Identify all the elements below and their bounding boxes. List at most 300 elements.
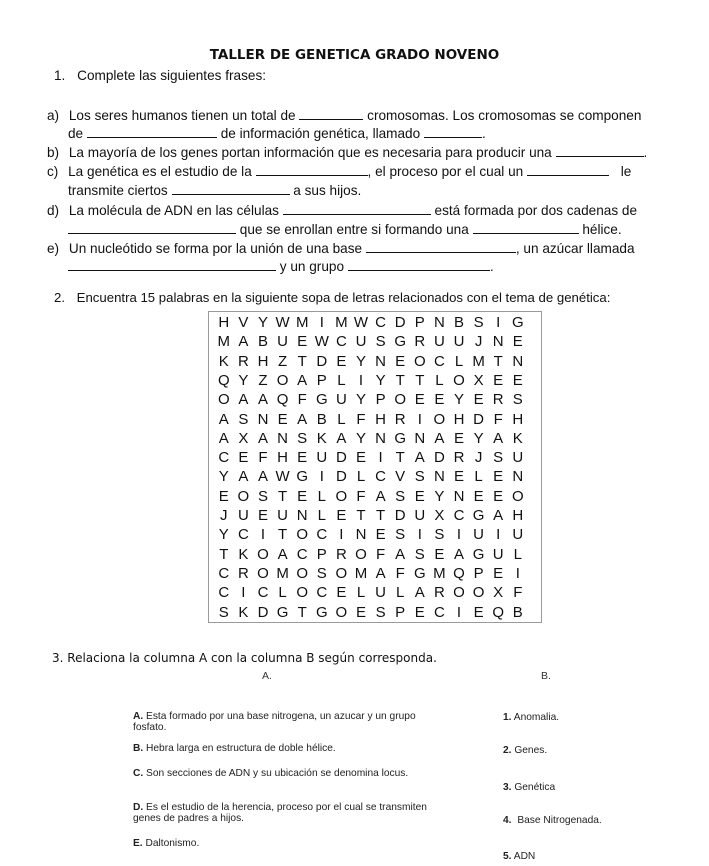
grid-letter[interactable]: H xyxy=(375,410,387,428)
blank-information-units[interactable] xyxy=(87,125,217,138)
grid-letter[interactable]: B xyxy=(512,603,523,621)
question-2 xyxy=(54,290,610,305)
grid-letter[interactable]: A xyxy=(414,584,425,602)
grid-letter[interactable]: C xyxy=(433,352,445,370)
grid-letter[interactable]: N xyxy=(414,429,426,447)
grid-letter[interactable]: Q xyxy=(217,371,230,389)
grid-letter[interactable]: T xyxy=(395,449,405,467)
grid-letter[interactable]: L xyxy=(317,507,326,524)
grid-letter[interactable]: J xyxy=(474,333,483,351)
grid-row xyxy=(209,372,543,391)
grid-letter[interactable]: U xyxy=(355,333,367,351)
grid-letter[interactable]: E xyxy=(355,449,366,467)
grid-letter[interactable]: I xyxy=(241,584,246,602)
grid-letter[interactable]: G xyxy=(296,468,309,486)
grid-letter[interactable]: N xyxy=(375,352,387,370)
grid-letter[interactable]: L xyxy=(337,410,346,428)
grid-letter[interactable]: D xyxy=(433,449,445,467)
grid-letter[interactable]: C xyxy=(433,603,445,621)
grid-letter[interactable]: A xyxy=(395,545,406,563)
blank-chromosome-total[interactable] xyxy=(299,107,363,120)
grid-letter[interactable]: T xyxy=(297,352,307,370)
grid-letter[interactable]: K xyxy=(238,603,249,621)
grid-letter[interactable]: F xyxy=(513,584,523,602)
grid-letter[interactable]: C xyxy=(316,526,328,544)
grid-letter[interactable]: Y xyxy=(238,371,249,389)
grid-letter[interactable]: O xyxy=(296,564,309,582)
grid-letter[interactable]: L xyxy=(278,584,287,602)
grid-letter[interactable]: R xyxy=(453,449,465,467)
grid-letter[interactable]: C xyxy=(218,564,230,582)
question-1-number: 1. xyxy=(54,68,66,83)
grid-letter[interactable]: R xyxy=(335,545,347,563)
page-title: TALLER DE GENETICA GRADO NOVENO xyxy=(209,47,500,63)
grid-letter[interactable]: R xyxy=(237,352,249,370)
grid-letter[interactable]: F xyxy=(258,449,268,467)
grid-letter[interactable]: V xyxy=(395,468,406,486)
grid-letter[interactable]: N xyxy=(355,526,367,544)
item-a-line-2 xyxy=(68,125,486,141)
grid-letter[interactable]: C xyxy=(218,449,230,467)
item-b-letter: b) xyxy=(47,145,60,160)
grid-letter[interactable]: N xyxy=(296,507,308,524)
grid-letter[interactable]: T xyxy=(376,507,386,524)
grid-letter[interactable]: O xyxy=(257,564,269,582)
grid-letter[interactable]: H xyxy=(453,410,465,428)
grid-letter[interactable]: T xyxy=(395,371,405,389)
grid-letter[interactable]: A xyxy=(375,564,386,582)
grid-letter[interactable]: A xyxy=(297,371,308,389)
grid-letter[interactable]: U xyxy=(512,449,524,467)
grid-letter[interactable]: A xyxy=(277,545,288,563)
grid-letter[interactable]: G xyxy=(472,507,485,524)
grid-letter[interactable]: W xyxy=(314,333,329,351)
grid-row xyxy=(209,507,543,526)
grid-letter[interactable]: I xyxy=(456,603,462,621)
grid-letter[interactable]: S xyxy=(473,314,484,331)
grid-letter[interactable]: E xyxy=(414,487,425,505)
grid-letter[interactable]: R xyxy=(433,584,445,602)
column-b-item: 5. ADN xyxy=(503,851,536,862)
grid-letter[interactable]: A xyxy=(493,507,504,524)
grid-letter[interactable]: A xyxy=(257,468,268,486)
grid-letter[interactable]: E xyxy=(238,449,249,467)
grid-letter[interactable]: Q xyxy=(453,564,465,582)
grid-letter[interactable]: E xyxy=(453,468,464,486)
grid-letter[interactable]: E xyxy=(336,507,347,524)
grid-letter[interactable]: N xyxy=(512,352,524,370)
grid-letter[interactable]: G xyxy=(472,545,485,563)
blank-in-cells[interactable] xyxy=(283,202,431,215)
grid-letter[interactable]: K xyxy=(218,352,229,370)
grid-letter[interactable]: I xyxy=(319,468,324,486)
grid-letter[interactable]: S xyxy=(414,545,425,563)
grid-letter[interactable]: E xyxy=(257,507,268,524)
grid-letter[interactable]: E xyxy=(493,487,504,505)
grid-letter[interactable]: R xyxy=(492,391,504,409)
grid-letter[interactable]: S xyxy=(316,564,327,582)
grid-letter[interactable]: Y xyxy=(218,468,229,486)
grid-letter[interactable]: X xyxy=(473,371,484,389)
grid-letter[interactable]: C xyxy=(335,333,347,351)
blank-study-of[interactable] xyxy=(256,163,368,176)
item-e-line-1 xyxy=(47,240,635,256)
grid-letter[interactable]: H xyxy=(512,410,524,428)
grid-letter[interactable]: U xyxy=(512,526,524,544)
grid-letter[interactable]: Y xyxy=(375,371,386,389)
grid-letter[interactable]: O xyxy=(433,410,446,428)
grid-letter[interactable]: A xyxy=(218,410,229,428)
grid-letter[interactable]: U xyxy=(453,333,465,351)
grid-letter[interactable]: T xyxy=(297,603,307,621)
grid-letter[interactable]: P xyxy=(473,564,484,582)
grid-letter[interactable]: A xyxy=(297,410,308,428)
grid-letter[interactable]: D xyxy=(316,352,328,370)
grid-letter[interactable]: Q xyxy=(492,603,505,621)
column-a-item: C. Son secciones de ADN y su ubicación se denomina locus. xyxy=(133,768,409,779)
grid-letter[interactable]: W xyxy=(275,314,290,331)
grid-letter[interactable]: G xyxy=(413,564,426,582)
grid-letter[interactable]: R xyxy=(237,564,249,582)
grid-letter[interactable]: U xyxy=(492,545,504,563)
grid-letter[interactable]: U xyxy=(316,449,328,467)
grid-letter[interactable]: O xyxy=(511,487,524,505)
grid-letter[interactable]: A xyxy=(414,449,425,467)
grid-letter[interactable]: T xyxy=(219,545,229,563)
grid-letter[interactable]: C xyxy=(375,314,387,331)
grid-letter[interactable]: L xyxy=(356,584,366,602)
grid-letter[interactable]: K xyxy=(512,429,523,447)
item-c-text-3: le xyxy=(620,164,632,179)
grid-letter[interactable]: J xyxy=(220,507,228,524)
grid-letter[interactable]: S xyxy=(375,603,386,621)
grid-letter[interactable]: O xyxy=(394,391,407,409)
item-b-text-2: . xyxy=(643,145,648,160)
grid-letter[interactable]: Y xyxy=(218,526,229,544)
grid-letter[interactable]: X xyxy=(493,584,504,602)
grid-letter[interactable]: F xyxy=(395,564,405,582)
question-1 xyxy=(54,68,266,83)
grid-letter[interactable]: O xyxy=(257,545,269,563)
grid-letter[interactable]: O xyxy=(472,584,485,602)
grid-letter[interactable]: S xyxy=(414,468,425,486)
grid-letter[interactable]: O xyxy=(453,584,465,602)
grid-letter[interactable]: Y xyxy=(473,429,484,447)
grid-letter[interactable]: A xyxy=(238,391,249,409)
grid-letter[interactable]: O xyxy=(276,371,289,389)
grid-letter[interactable]: P xyxy=(375,391,386,409)
grid-letter[interactable]: A xyxy=(375,487,386,505)
grid-letter[interactable]: B xyxy=(453,314,464,331)
grid-letter[interactable]: S xyxy=(395,487,406,505)
grid-letter[interactable]: H xyxy=(257,352,269,370)
grid-letter[interactable]: L xyxy=(435,371,444,389)
grid-letter[interactable]: Z xyxy=(278,352,288,370)
grid-letter[interactable]: S xyxy=(257,487,268,505)
grid-letter[interactable]: X xyxy=(238,429,249,447)
grid-letter[interactable]: C xyxy=(316,584,328,602)
grid-letter[interactable]: Y xyxy=(355,391,366,409)
item-a-line-1 xyxy=(47,107,641,123)
grid-letter[interactable]: T xyxy=(415,371,425,389)
grid-letter[interactable]: S xyxy=(297,429,308,447)
grid-letter[interactable]: D xyxy=(394,314,406,331)
grid-letter[interactable]: E xyxy=(414,603,425,621)
item-c-line-2 xyxy=(68,182,361,198)
grid-letter[interactable]: N xyxy=(257,410,269,428)
grid-letter[interactable]: L xyxy=(513,545,522,563)
grid-letter[interactable]: Y xyxy=(257,314,268,331)
grid-row xyxy=(209,488,543,507)
grid-letter[interactable]: P xyxy=(316,371,327,389)
grid-letter[interactable]: U xyxy=(433,333,445,351)
grid-letter[interactable]: C xyxy=(257,584,269,602)
grid-letter[interactable]: M xyxy=(354,564,368,582)
grid-letter[interactable]: E xyxy=(493,468,504,486)
grid-letter[interactable]: I xyxy=(515,564,520,582)
grid-letter[interactable]: D xyxy=(473,410,485,428)
grid-letter[interactable]: T xyxy=(356,507,366,524)
grid-letter[interactable]: E xyxy=(434,391,445,409)
grid-letter[interactable]: U xyxy=(414,507,426,524)
grid-letter[interactable]: E xyxy=(395,352,406,370)
grid-letter[interactable]: A xyxy=(238,468,249,486)
grid-letter[interactable]: L xyxy=(337,371,346,389)
grid-letter[interactable]: T xyxy=(278,526,288,544)
grid-letter[interactable]: E xyxy=(473,391,484,409)
grid-letter[interactable]: H xyxy=(277,449,289,467)
grid-letter[interactable]: A xyxy=(238,333,249,351)
blank-transmits[interactable] xyxy=(172,182,290,195)
grid-letter[interactable]: D xyxy=(335,449,347,467)
grid-letter[interactable]: M xyxy=(295,314,309,331)
grid-letter[interactable]: C xyxy=(218,584,230,602)
grid-letter[interactable]: E xyxy=(297,333,308,351)
grid-letter[interactable]: A xyxy=(434,429,445,447)
item-c-text-2: , el proceso por el cual un xyxy=(367,164,524,179)
grid-letter[interactable]: M xyxy=(433,564,446,582)
grid-letter[interactable]: E xyxy=(473,487,484,505)
grid-letter[interactable]: O xyxy=(453,371,465,389)
grid-letter[interactable]: M xyxy=(276,564,289,582)
blank-helix-type[interactable] xyxy=(473,221,579,234)
grid-letter[interactable]: S xyxy=(375,333,386,351)
grid-letter[interactable]: O xyxy=(296,526,309,544)
grid-letter[interactable]: N xyxy=(512,468,524,486)
item-c-text-1: La genética es el estudio de la xyxy=(68,164,252,179)
grid-letter[interactable]: S xyxy=(512,391,523,409)
grid-letter[interactable]: X xyxy=(434,507,445,524)
grid-letter[interactable]: D xyxy=(257,603,269,621)
grid-letter[interactable]: G xyxy=(394,429,407,447)
grid-letter[interactable]: I xyxy=(319,314,324,331)
grid-letter[interactable]: A xyxy=(257,429,268,447)
grid-letter[interactable]: E xyxy=(493,564,504,582)
grid-letter[interactable]: I xyxy=(496,314,501,331)
grid-letter[interactable]: O xyxy=(237,487,250,505)
grid-letter[interactable]: R xyxy=(414,333,426,351)
grid-letter[interactable]: E xyxy=(336,352,347,370)
blank-who-transmits[interactable] xyxy=(527,163,609,176)
grid-letter[interactable]: Y xyxy=(355,429,366,447)
grid-letter[interactable]: P xyxy=(395,603,406,621)
grid-letter[interactable]: U xyxy=(335,391,347,409)
grid-letter[interactable]: I xyxy=(378,449,383,467)
blank-base[interactable] xyxy=(366,240,516,253)
grid-letter[interactable]: V xyxy=(238,314,249,331)
grid-letter[interactable]: I xyxy=(339,526,344,544)
column-b-item: 4. Base Nitrogenada. xyxy=(503,815,602,826)
grid-letter[interactable]: E xyxy=(414,391,425,409)
grid-letter[interactable]: A xyxy=(453,545,464,563)
item-d-text-4: hélice. xyxy=(582,222,622,237)
grid-letter[interactable]: E xyxy=(512,371,523,389)
grid-letter[interactable]: M xyxy=(472,352,485,370)
grid-letter[interactable]: C xyxy=(237,526,249,544)
blank-group[interactable] xyxy=(348,258,490,271)
grid-letter[interactable]: A xyxy=(336,429,347,447)
grid-letter[interactable]: I xyxy=(417,526,422,544)
blank-sugar[interactable] xyxy=(68,258,276,271)
grid-letter[interactable]: S xyxy=(493,449,504,467)
grid-letter[interactable]: Y xyxy=(434,487,445,505)
grid-letter[interactable]: E xyxy=(473,603,484,621)
grid-letter[interactable]: A xyxy=(257,391,268,409)
grid-letter[interactable]: E xyxy=(493,371,504,389)
grid-letter[interactable]: O xyxy=(335,603,348,621)
grid-letter[interactable]: T xyxy=(493,352,503,370)
grid-letter[interactable]: L xyxy=(396,584,405,602)
grid-row xyxy=(209,468,543,487)
grid-letter[interactable]: E xyxy=(277,410,288,428)
grid-letter[interactable]: N xyxy=(277,429,289,447)
column-a-item: E. Daltonismo. xyxy=(133,838,200,849)
grid-letter[interactable]: P xyxy=(316,545,327,563)
grid-letter[interactable]: I xyxy=(417,410,422,428)
grid-letter[interactable]: G xyxy=(394,333,407,351)
grid-letter[interactable]: A xyxy=(493,429,504,447)
blank-produce[interactable] xyxy=(556,144,644,157)
grid-letter[interactable]: F xyxy=(297,391,307,409)
grid-letter[interactable]: F xyxy=(493,410,503,428)
grid-letter[interactable]: O xyxy=(335,487,348,505)
grid-letter[interactable]: N xyxy=(492,333,504,351)
grid-letter[interactable]: M xyxy=(335,314,348,331)
grid-letter[interactable]: E xyxy=(434,545,445,563)
grid-letter[interactable]: U xyxy=(277,333,289,351)
grid-letter[interactable]: E xyxy=(218,487,229,505)
grid-letter[interactable]: G xyxy=(276,603,289,621)
grid-letter[interactable]: N xyxy=(453,487,465,505)
grid-letter[interactable]: N xyxy=(433,468,445,486)
grid-letter[interactable]: K xyxy=(238,545,249,563)
grid-row xyxy=(209,430,543,449)
grid-letter[interactable]: F xyxy=(356,487,366,505)
grid-letter[interactable]: Y xyxy=(355,352,366,370)
grid-letter[interactable]: G xyxy=(511,314,524,331)
grid-letter[interactable]: R xyxy=(394,410,406,428)
grid-letter[interactable]: K xyxy=(316,429,327,447)
grid-letter[interactable]: G xyxy=(315,391,328,409)
grid-letter[interactable]: F xyxy=(356,410,366,428)
grid-letter[interactable]: E xyxy=(297,449,308,467)
grid-letter[interactable]: I xyxy=(456,526,462,544)
grid-letter[interactable]: D xyxy=(394,507,406,524)
grid-letter[interactable]: L xyxy=(474,468,483,486)
grid-letter[interactable]: H xyxy=(218,314,230,331)
grid-letter[interactable]: U xyxy=(473,526,485,544)
grid-letter[interactable]: U xyxy=(277,507,289,524)
grid-letter[interactable]: E xyxy=(453,429,464,447)
grid-letter[interactable]: E xyxy=(355,603,366,621)
item-d-text-3: que se enrollan entre si formando una xyxy=(239,222,469,237)
grid-letter[interactable]: D xyxy=(335,468,347,486)
item-d-letter: d) xyxy=(47,203,60,218)
grid-letter[interactable]: B xyxy=(257,333,268,351)
grid-letter[interactable]: J xyxy=(474,449,483,467)
grid-letter[interactable]: L xyxy=(454,352,464,370)
grid-letter[interactable]: C xyxy=(296,545,308,563)
grid-letter[interactable]: N xyxy=(433,314,445,331)
grid-letter[interactable]: O xyxy=(413,352,426,370)
blank-chains-of[interactable] xyxy=(68,221,236,234)
grid-letter[interactable]: W xyxy=(353,314,369,331)
grid-row xyxy=(209,333,543,352)
grid-letter[interactable]: N xyxy=(375,429,387,447)
grid-letter[interactable]: G xyxy=(315,603,328,621)
grid-letter[interactable]: A xyxy=(218,429,229,447)
grid-letter[interactable]: B xyxy=(316,410,327,428)
grid-letter[interactable]: I xyxy=(496,526,501,544)
grid-letter[interactable]: H xyxy=(512,507,524,524)
grid-letter[interactable]: Y xyxy=(453,391,464,409)
column-a-item: D. Es el estudio de la herencia, proceso por el cual se transmiten genes de padres a hijos. xyxy=(133,802,427,824)
grid-letter[interactable]: L xyxy=(356,468,366,486)
grid-letter[interactable]: E xyxy=(512,333,523,351)
grid-letter[interactable]: T xyxy=(278,487,288,505)
grid-letter[interactable]: E xyxy=(375,526,386,544)
grid-letter[interactable]: S xyxy=(238,410,249,428)
grid-letter[interactable]: L xyxy=(317,487,326,505)
grid-letter[interactable]: M xyxy=(217,333,231,351)
grid-letter[interactable]: U xyxy=(375,584,387,602)
grid-letter[interactable]: O xyxy=(296,584,309,602)
grid-letter[interactable]: O xyxy=(217,391,230,409)
grid-letter[interactable]: E xyxy=(336,584,347,602)
grid-row xyxy=(209,565,543,584)
grid-letter[interactable]: S xyxy=(395,526,406,544)
grid-letter[interactable]: W xyxy=(275,468,290,486)
grid-letter[interactable]: U xyxy=(237,507,249,524)
grid-letter[interactable]: P xyxy=(414,314,425,331)
grid-row xyxy=(209,411,543,430)
grid-letter[interactable]: I xyxy=(358,371,364,389)
grid-letter[interactable]: O xyxy=(355,545,367,563)
grid-letter[interactable]: O xyxy=(335,564,348,582)
grid-letter[interactable]: F xyxy=(376,545,386,563)
item-e-text-4: . xyxy=(489,259,494,274)
grid-letter[interactable]: I xyxy=(260,526,266,544)
grid-letter[interactable]: Z xyxy=(258,371,268,389)
grid-letter[interactable]: E xyxy=(297,487,308,505)
grid-letter[interactable]: Q xyxy=(276,391,289,409)
grid-letter[interactable]: C xyxy=(375,468,387,486)
blank-called[interactable] xyxy=(424,125,482,138)
grid-letter[interactable]: S xyxy=(434,526,445,544)
grid-letter[interactable]: C xyxy=(453,507,465,524)
grid-letter[interactable]: S xyxy=(218,603,229,621)
item-d-text-2: está formada por dos cadenas de xyxy=(434,203,638,218)
